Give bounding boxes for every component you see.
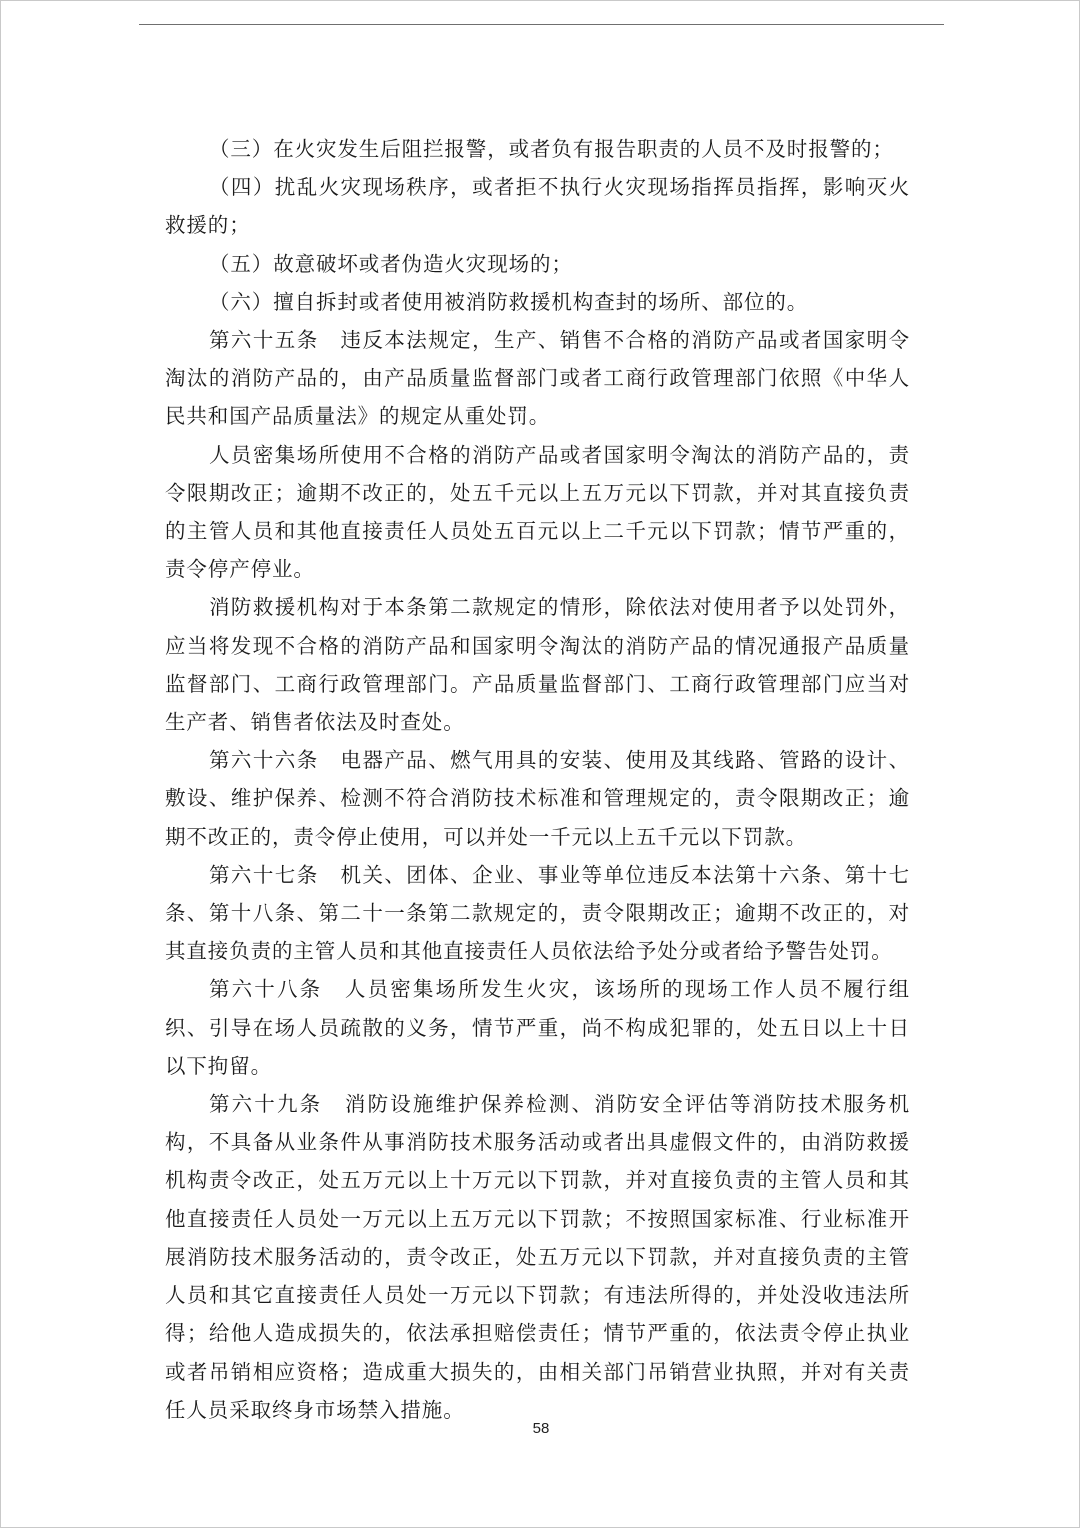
paragraph-item-6: （六）擅自拆封或者使用被消防救援机构查封的场所、部位的。 xyxy=(209,289,809,314)
article-65-clause-3: 消防救援机构对于本条第二款规定的情形，除依法对使用者予以处罚外，应当将发现不合格的消防产品和国家明令淘汰的消防产品的情况通报产品质量监督部门、工商行政管理部门。产品质量监督部门、工商行政管理部门应当对生产者、销售者依法及时查处。 xyxy=(165,595,910,735)
article-66: 第六十六条 电器产品、燃气用具的安装、使用及其线路、管路的设计、敷设、维护保养、检测不符合消防技术标准和管理规定的，责令限期改正；逾期不改正的，责令停止使用，可以并处一千元以上五千元以下罚款。 xyxy=(165,748,910,849)
paragraph-item-4: （四）扰乱火灾现场秩序，或者拒不执行火灾现场指挥员指挥，影响灭火救援的； xyxy=(165,175,910,238)
article-68: 第六十八条 人员密集场所发生火灾，该场所的现场工作人员不履行组织、引导在场人员疏散的义务，情节严重，尚不构成犯罪的，处五日以上十日以下拘留。 xyxy=(165,977,910,1078)
article-69: 第六十九条 消防设施维护保养检测、消防安全评估等消防技术服务机构，不具备从业条件从事消防技术服务活动或者出具虚假文件的，由消防救援机构责令改正，处五万元以上十万元以下罚款，并对直接负责的主管人员和其他直接责任人员处一万元以上五万元以下罚款；不按照国家标准、行业标准开展消防技术服务活动的，责令改正，处五万元以下罚款，并对直接负责的主管人员和其它直接责任人员处一万元以下罚款；有违法所得的，并处没收违法所得；给他人造成损失的，依法承担赔偿责任；情节严重的，依法责令停止执业或者吊销相应资格；造成重大损失的，由相关部门吊销营业执照，并对有关责任人员采取终身市场禁入措施。 xyxy=(165,1092,910,1422)
paragraph-item-3: （三）在火灾发生后阻拦报警，或者负有报告职责的人员不及时报警的； xyxy=(209,137,894,161)
article-67: 第六十七条 机关、团体、企业、事业等单位违反本法第十六条、第十七条、第十八条、第二十一条第二款规定的，责令限期改正；逾期不改正的，对其直接负责的主管人员和其他直接责任人员依法给予处分或者给予警告处罚。 xyxy=(165,862,910,964)
article-65: 第六十五条 违反本法规定，生产、销售不合格的消防产品或者国家明令淘汰的消防产品的，由产品质量监督部门或者工商行政管理部门依照《中华人民共和国产品质量法》的规定从重处罚。 xyxy=(165,328,910,429)
body-text xyxy=(165,130,910,1429)
page-number: 58 xyxy=(532,1420,550,1437)
paragraph-item-5: （五）故意破坏或者伪造火灾现场的； xyxy=(209,251,573,276)
header-rule xyxy=(139,24,944,25)
article-65-clause-2: 人员密集场所使用不合格的消防产品或者国家明令淘汰的消防产品的，责令限期改正；逾期不改正的，处五千元以上五万元以下罚款，并对其直接负责的主管人员和其他直接责任人员处五百元以上二千元以下罚款；情节严重的，责令停产停业。 xyxy=(165,442,910,582)
